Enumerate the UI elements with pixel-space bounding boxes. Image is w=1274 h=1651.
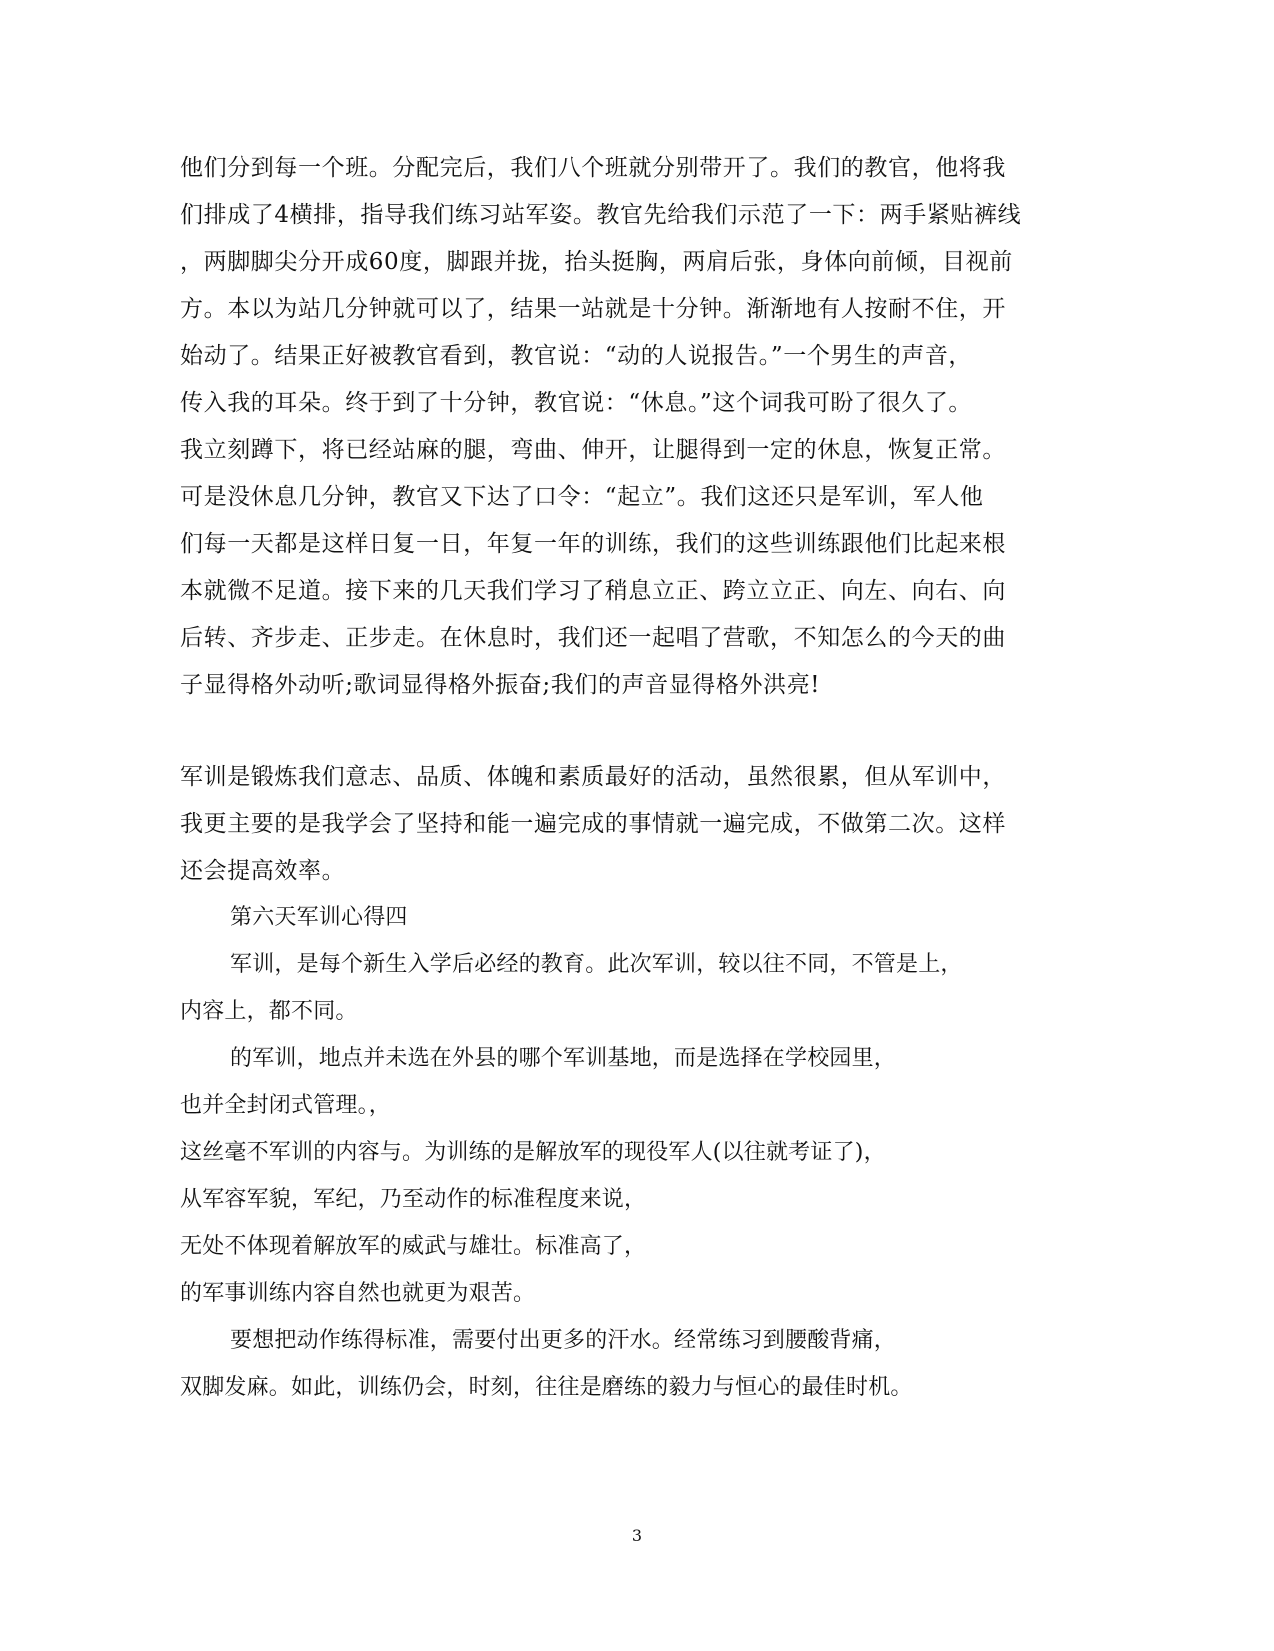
paragraph-line: 他们分到每一个班。分配完后，我们八个班就分别带开了。我们的教官，他将我 — [180, 155, 1006, 181]
paragraph-line: 方。本以为站几分钟就可以了，结果一站就是十分钟。渐渐地有人按耐不住，开 — [180, 296, 1006, 322]
paragraph-line: 我更主要的是我学会了坚持和能一遍完成的事情就一遍完成，不做第二次。这样 — [180, 811, 1006, 837]
paragraph-line: 的军事训练内容自然也就更为艰苦。 — [180, 1281, 536, 1306]
paragraph-line: 始动了。结果正好被教官看到，教官说：“动的人说报告。”一个男生的声音， — [180, 343, 973, 369]
paragraph-line: 要想把动作练得标准，需要付出更多的汗水。经常练习到腰酸背痛， — [230, 1328, 897, 1353]
paragraph-line: 的军训，地点并未选在外县的哪个军训基地，而是选择在学校园里， — [230, 1046, 897, 1071]
paragraph-line: 军训是锻炼我们意志、品质、体魄和素质最好的活动，虽然很累，但从军训中， — [180, 764, 1006, 790]
paragraph-line: 们每一天都是这样日复一日，年复一年的训练，我们的这些训练跟他们比起来根 — [180, 531, 1006, 557]
paragraph-line: 无处不体现着解放军的威武与雄壮。标准高了， — [180, 1234, 647, 1259]
paragraph-line: 这丝毫不军训的内容与。为训练的是解放军的现役军人(以往就考证了)， — [180, 1140, 886, 1165]
paragraph-line: 双脚发麻。如此，训练仍会，时刻，往往是磨练的毅力与恒心的最佳时机。 — [180, 1375, 913, 1400]
paragraph-line: 内容上，都不同。 — [180, 999, 358, 1024]
paragraph-line: ，两脚脚尖分开成60度，脚跟并拢，抬头挺胸，两肩后张，身体向前倾，目视前 — [180, 249, 1013, 275]
paragraph-line: 本就微不足道。接下来的几天我们学习了稍息立正、跨立立正、向左、向右、向 — [180, 578, 1006, 604]
paragraph-line: 也并全封闭式管理。， — [180, 1093, 392, 1118]
paragraph-line: 还会提高效率。 — [180, 858, 346, 884]
section-heading: 第六天军训心得四 — [230, 905, 408, 930]
paragraph-line: 后转、齐步走、正步走。在休息时，我们还一起唱了营歌，不知怎么的今天的曲 — [180, 625, 1006, 651]
paragraph-line: 们排成了4横排，指导我们练习站军姿。教官先给我们示范了一下：两手紧贴裤线 — [180, 202, 1022, 228]
paragraph-line: 子显得格外动听;歌词显得格外振奋;我们的声音显得格外洪亮! — [180, 672, 821, 698]
paragraph-line: 军训，是每个新生入学后必经的教育。此次军训，较以往不同，不管是上， — [230, 952, 963, 977]
page-number: 3 — [631, 1526, 643, 1545]
paragraph-line: 我立刻蹲下，将已经站麻的腿，弯曲、伸开，让腿得到一定的休息，恢复正常。 — [180, 437, 1006, 463]
paragraph-line: 传入我的耳朵。终于到了十分钟，教官说：“休息。”这个词我可盼了很久了。 — [180, 390, 973, 416]
paragraph-line: 可是没休息几分钟，教官又下达了口令：“起立”。我们这还只是军训，军人他 — [180, 484, 984, 510]
paragraph-line: 从军容军貌，军纪，乃至动作的标准程度来说， — [180, 1187, 647, 1212]
